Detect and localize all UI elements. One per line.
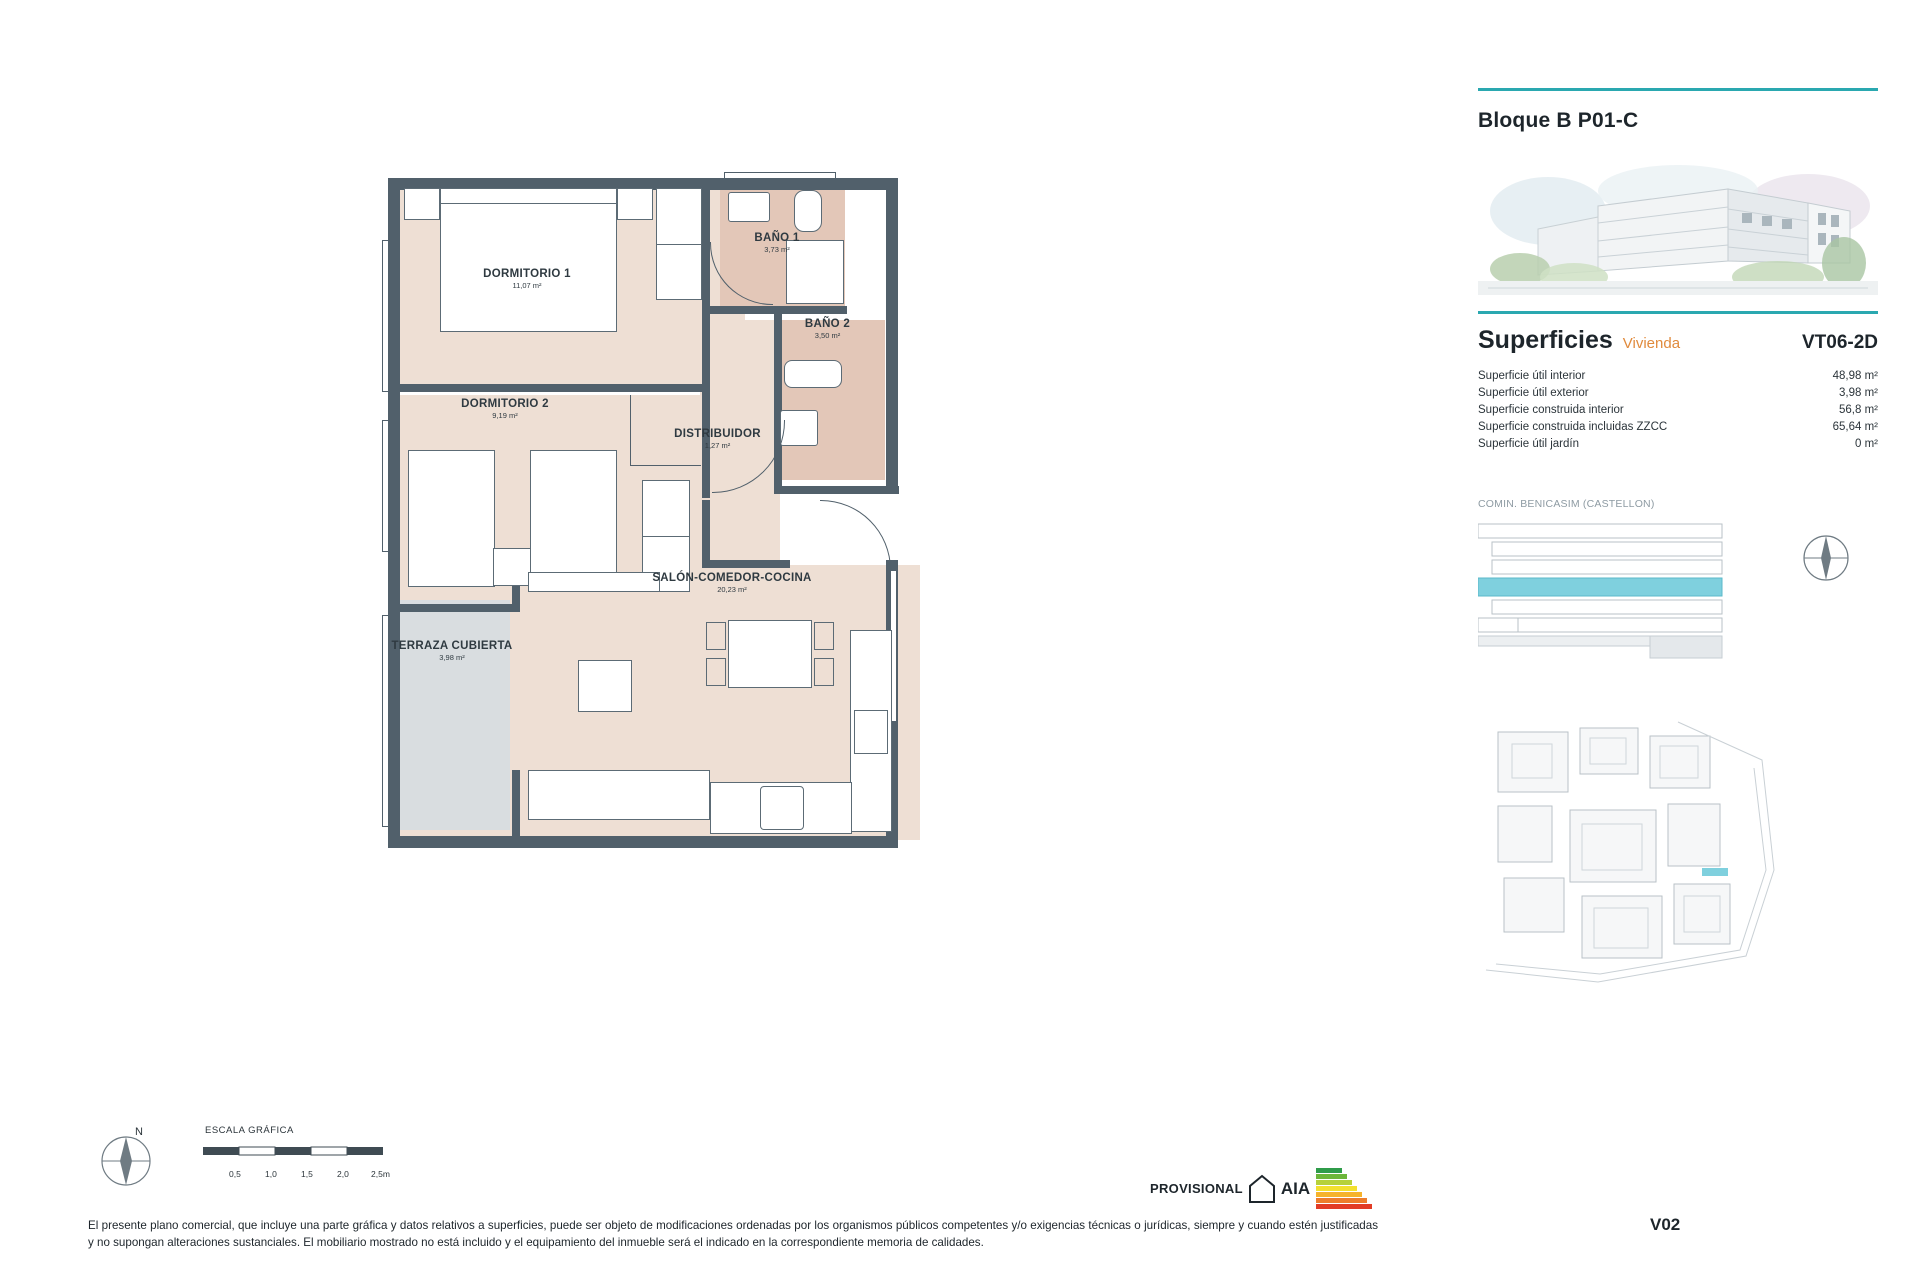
label-dormitorio-1: DORMITORIO 1 11,07 m²	[483, 268, 571, 290]
area-value: 56,8 m²	[1839, 403, 1878, 416]
energy-rating-icon	[1316, 1168, 1372, 1209]
aia-label: AIA	[1280, 1178, 1311, 1198]
panel-top-rule	[1478, 88, 1878, 91]
dining-chair-3	[814, 622, 834, 650]
wall-exterior-bottom	[388, 836, 898, 848]
scale-tick: 2,0	[337, 1169, 349, 1179]
house-icon	[1249, 1174, 1275, 1204]
scale-tick: 2,5m	[371, 1169, 390, 1179]
building-render	[1478, 151, 1878, 301]
nightstand-2	[493, 548, 531, 586]
provisional-label: PROVISIONAL	[1150, 1181, 1243, 1196]
wall-interior-v1	[702, 178, 710, 392]
nightstand-1a	[404, 188, 440, 220]
info-panel	[1478, 88, 1878, 990]
table-row	[1478, 367, 1878, 384]
scale-ticks	[203, 1169, 433, 1183]
table-row	[1478, 401, 1878, 418]
area-value: 65,64 m²	[1832, 420, 1878, 433]
block-title: Bloque B P01-C	[1478, 109, 1639, 132]
scale-title: ESCALA GRÁFICA	[205, 1125, 294, 1136]
washer	[760, 786, 804, 830]
area-label: Superficie construida interior	[1478, 403, 1624, 416]
sink-bath1	[728, 192, 770, 222]
wall-interior-h1	[400, 384, 710, 392]
bathtub-bath2	[784, 360, 842, 388]
bed-2b	[530, 450, 617, 587]
wall-interior-v6	[702, 500, 710, 568]
scale-tick: 0,5	[229, 1169, 241, 1179]
building-elevation	[1478, 498, 1878, 710]
bed-1	[440, 200, 617, 332]
panel-mid-rule	[1478, 311, 1878, 314]
floor-plan	[380, 170, 1120, 1000]
provisional-stamp	[1150, 1168, 1372, 1209]
wall-interior-h2	[702, 306, 847, 314]
area-value: 48,98 m²	[1832, 369, 1878, 382]
unit-code: VT06-2D	[1801, 332, 1878, 353]
dining-chair-1	[706, 622, 726, 650]
location-caption: COMIN. BENICASIM (CASTELLON)	[1478, 498, 1655, 510]
table-row	[1478, 435, 1878, 452]
sofa	[528, 770, 710, 820]
wall-interior-v3	[774, 314, 782, 494]
dining-table	[728, 620, 812, 688]
scale-tick: 1,5	[301, 1169, 313, 1179]
area-value: 3,98 m²	[1839, 386, 1878, 399]
window-bedroom1	[382, 240, 389, 392]
version-code: V02	[1650, 1215, 1681, 1234]
wardrobe-1-doors	[656, 188, 702, 245]
compass-north-label: N	[135, 1126, 143, 1138]
room-fill-bano-2	[780, 320, 885, 480]
label-dormitorio-2: DORMITORIO 2 9,19 m²	[461, 398, 549, 420]
area-value: 0 m²	[1855, 437, 1878, 450]
label-bano-1: BAÑO 1 3,73 m²	[754, 232, 800, 254]
label-terraza: TERRAZA CUBIERTA 3,98 m²	[391, 640, 513, 662]
label-salon: SALÓN-COMEDOR-COCINA 20,23 m²	[652, 572, 812, 594]
window-bath1	[724, 172, 836, 179]
wall-interior-h3	[774, 486, 899, 494]
area-label: Superficie útil jardín	[1478, 437, 1579, 450]
coffee-table	[578, 660, 632, 712]
wall-exterior-right-upper	[886, 178, 898, 488]
dining-chair-4	[814, 658, 834, 686]
vivienda-label: Vivienda	[1622, 335, 1681, 352]
wardrobe-2-doors	[642, 480, 690, 537]
toilet-bath1	[794, 190, 822, 232]
room-fill-terraza	[390, 600, 510, 830]
superficies-label: Superficies	[1478, 326, 1613, 354]
area-label: Superficie construida incluidas ZZCC	[1478, 420, 1668, 433]
table-row	[1478, 384, 1878, 401]
wall-interior-h4	[400, 604, 520, 612]
bed-2a	[408, 450, 495, 587]
dining-chair-2	[706, 658, 726, 686]
door-entry	[820, 500, 891, 571]
wall-exterior-left	[388, 178, 400, 848]
cooktop	[854, 710, 888, 754]
areas-table	[1478, 367, 1878, 452]
compass-icon	[95, 1126, 155, 1190]
site-plan	[1478, 720, 1878, 990]
bed-1-headboard	[440, 188, 617, 204]
table-row	[1478, 418, 1878, 435]
wall-interior-h5	[710, 560, 790, 568]
window-bedroom2	[382, 420, 389, 552]
label-distribuidor: DISTRIBUIDOR 1,27 m²	[674, 428, 761, 450]
area-label: Superficie útil exterior	[1478, 386, 1589, 399]
nightstand-1b	[617, 188, 653, 220]
wall-interior-v5	[512, 770, 520, 848]
area-label: Superficie útil interior	[1478, 369, 1586, 382]
superficies-header	[1478, 326, 1878, 355]
label-bano-2: BAÑO 2 3,50 m²	[804, 318, 851, 340]
legal-disclaimer: El presente plano comercial, que incluye una parte gráfica y datos relativos a superficies, puede ser objeto de modificaciones ordenadas por los organismos públicos competentes y/o exigencias técnicas o jurídicas, siempre y cuando estén justificadas y no supongan alteraciones sustanciales. El mobiliario mostrado no está incluido y el equipamiento del inmueble será el indicado en la correspondiente memoria de calidades.	[88, 1219, 1378, 1249]
scale-tick: 1,0	[265, 1169, 277, 1179]
